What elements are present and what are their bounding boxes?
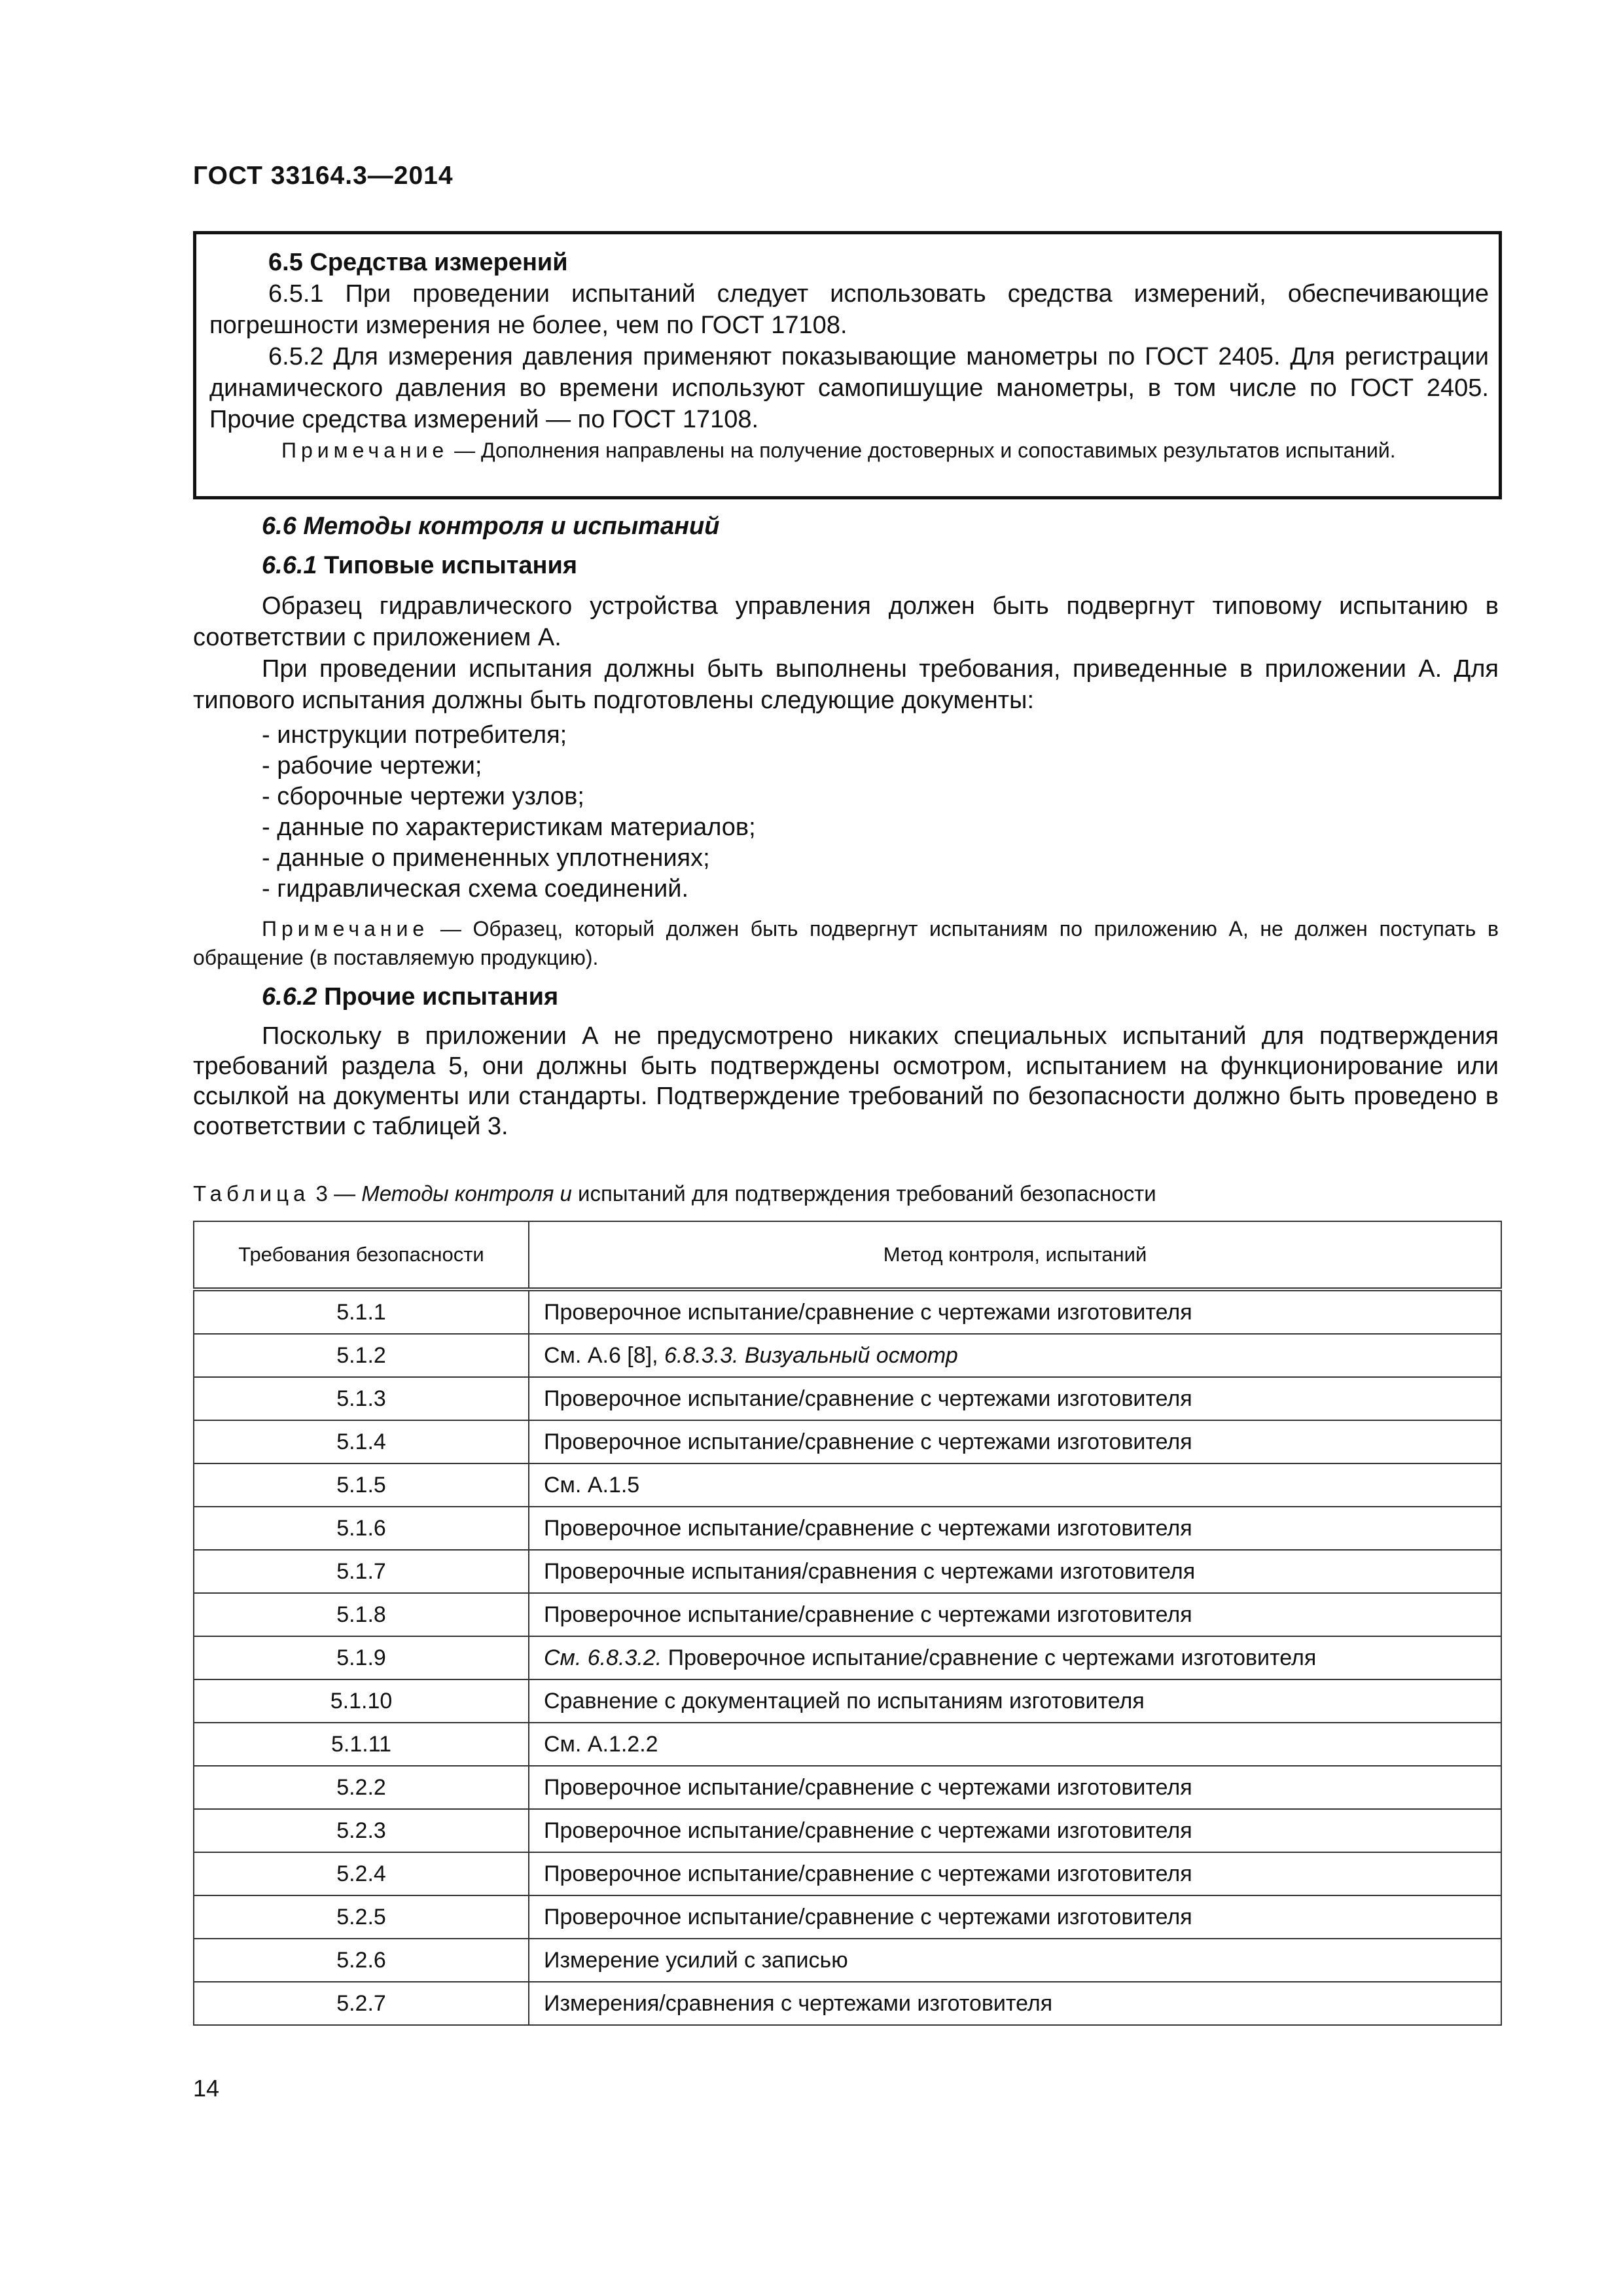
- section-number: 6.6.2: [262, 983, 317, 1011]
- section-title-text: Прочие испытания: [317, 983, 559, 1011]
- requirement-cell: 5.1.3: [194, 1377, 529, 1420]
- section-number: 6.6.1: [262, 552, 317, 579]
- note-6-6-1: [193, 914, 1499, 972]
- requirement-cell: 5.1.11: [194, 1723, 529, 1766]
- note-label: Примечание: [281, 439, 449, 462]
- table-row: [194, 1289, 1501, 1334]
- caption-label: Таблица: [193, 1181, 310, 1206]
- section-6-6-1-title: [262, 552, 577, 580]
- document-code: ГОСТ 33164.3—2014: [193, 162, 454, 190]
- method-cell: Измерения/сравнения с чертежами изготовителя: [529, 1982, 1501, 2025]
- table-row: [194, 1982, 1501, 2025]
- caption-number: 3 —: [310, 1181, 362, 1206]
- method-cell: Проверочное испытание/сравнение с чертежами изготовителя: [529, 1377, 1501, 1420]
- requirement-cell: 5.1.2: [194, 1334, 529, 1377]
- note-text: — Дополнения направлены на получение достоверных и сопоставимых результатов испытаний.: [448, 439, 1396, 462]
- list-item: - данные по характеристикам материалов;: [262, 812, 756, 843]
- table-row: [194, 1766, 1501, 1809]
- column-header-method: Метод контроля, испытаний: [529, 1221, 1501, 1289]
- method-cell: [529, 1334, 1501, 1377]
- method-cell: Проверочное испытание/сравнение с чертежами изготовителя: [529, 1507, 1501, 1550]
- requirement-cell: 5.2.7: [194, 1982, 529, 2025]
- table-row: [194, 1679, 1501, 1723]
- table-row: [194, 1809, 1501, 1852]
- requirement-cell: 5.1.9: [194, 1636, 529, 1679]
- method-cell: Измерение усилий с записью: [529, 1939, 1501, 1982]
- list-item: - данные о примененных уплотнениях;: [262, 843, 756, 874]
- page-number: 14: [193, 2075, 220, 2102]
- table-header-row: [194, 1221, 1501, 1289]
- section-title-text: Типовые испытания: [317, 552, 578, 579]
- safety-requirements-table: [193, 1221, 1502, 2026]
- table-row: [194, 1463, 1501, 1507]
- paragraph-6-5-1: 6.5.1 При проведении испытаний следует использовать средства измерений, обеспечивающие погрешности измерения не более, чем по ГОСТ 17108.: [209, 280, 1489, 339]
- document-list: [262, 720, 756, 905]
- table-row: [194, 1420, 1501, 1463]
- paragraph-6-6-1-a: Образец гидравлического устройства управления должен быть подвергнут типовому испытанию в соответствии с приложением А.: [193, 592, 1499, 651]
- requirement-cell: 5.1.4: [194, 1420, 529, 1463]
- table-row: [194, 1334, 1501, 1377]
- table-row: [194, 1550, 1501, 1593]
- caption-rest: испытаний для подтверждения требований безопасности: [571, 1181, 1156, 1206]
- paragraph-6-6-2: Поскольку в приложении А не предусмотрено никаких специальных испытаний для подтверждения требований раздела 5, они должны быть подтверждены осмотром, испытанием на функционирование или ссылкой на документы или стандарты. Подтверждение требований по безопасности должно быть проведено в соответствии с таблицей 3.: [193, 1022, 1499, 1140]
- method-cell: Проверочное испытание/сравнение с чертежами изготовителя: [529, 1289, 1501, 1334]
- method-text: Проверочное испытание/сравнение с чертежами изготовителя: [662, 1645, 1317, 1670]
- requirement-cell: 5.2.2: [194, 1766, 529, 1809]
- table-row: [194, 1895, 1501, 1939]
- method-cell: Проверочные испытания/сравнения с чертежами изготовителя: [529, 1550, 1501, 1593]
- caption-italic: Методы контроля и: [361, 1181, 572, 1206]
- method-italic-text: 6.8.3.3. Визуальный осмотр: [664, 1342, 958, 1368]
- list-item: - инструкции потребителя;: [262, 720, 756, 751]
- table-row: [194, 1593, 1501, 1636]
- method-cell: Проверочное испытание/сравнение с чертежами изготовителя: [529, 1809, 1501, 1852]
- method-cell: Сравнение с документацией по испытаниям изготовителя: [529, 1679, 1501, 1723]
- requirement-cell: 5.2.5: [194, 1895, 529, 1939]
- table-row: [194, 1723, 1501, 1766]
- method-cell: См. А.1.2.2: [529, 1723, 1501, 1766]
- table-row: [194, 1852, 1501, 1895]
- requirement-cell: 5.2.4: [194, 1852, 529, 1895]
- method-cell: См. А.1.5: [529, 1463, 1501, 1507]
- requirement-cell: 5.2.3: [194, 1809, 529, 1852]
- table-caption: [193, 1181, 1156, 1206]
- list-item: - сборочные чертежи узлов;: [262, 781, 756, 812]
- method-cell: Проверочное испытание/сравнение с чертежами изготовителя: [529, 1895, 1501, 1939]
- list-item: - рабочие чертежи;: [262, 751, 756, 781]
- list-item: - гидравлическая схема соединений.: [262, 874, 756, 905]
- requirement-cell: 5.1.6: [194, 1507, 529, 1550]
- section-6-6-title: 6.6 Методы контроля и испытаний: [262, 512, 720, 540]
- method-cell: Проверочное испытание/сравнение с чертежами изготовителя: [529, 1852, 1501, 1895]
- method-text: См. А.6 [8],: [544, 1342, 664, 1368]
- requirement-cell: 5.1.5: [194, 1463, 529, 1507]
- method-cell: [529, 1636, 1501, 1679]
- note-text: — Образец, который должен быть подвергнут испытаниям по приложению А, не должен поступать в обращение (в поставляемую продукцию).: [193, 917, 1499, 969]
- paragraph-6-6-1-b: При проведении испытания должны быть выполнены требования, приведенные в приложении А. Для типового испытания должны быть подготовлены следующие документы:: [193, 655, 1499, 714]
- requirement-cell: 5.1.7: [194, 1550, 529, 1593]
- column-header-requirements: Требования безопасности: [194, 1221, 529, 1289]
- requirement-cell: 5.2.6: [194, 1939, 529, 1982]
- method-cell: Проверочное испытание/сравнение с чертежами изготовителя: [529, 1766, 1501, 1809]
- table-row: [194, 1377, 1501, 1420]
- requirement-cell: 5.1.1: [194, 1289, 529, 1334]
- method-cell: Проверочное испытание/сравнение с чертежами изготовителя: [529, 1593, 1501, 1636]
- note-label: Примечание: [262, 917, 429, 941]
- requirement-cell: 5.1.10: [194, 1679, 529, 1723]
- section-6-6-2-title: [262, 983, 558, 1011]
- paragraph-6-5-2: 6.5.2 Для измерения давления применяют показывающие манометры по ГОСТ 2405. Для регистрации динамического давления во времени используют самопишущие манометры, в том числе по ГОСТ 2405. Прочие средства измерений — по ГОСТ 17108.: [209, 343, 1489, 433]
- boxed-insert-section: [193, 231, 1502, 499]
- table-row: [194, 1636, 1501, 1679]
- method-cell: Проверочное испытание/сравнение с чертежами изготовителя: [529, 1420, 1501, 1463]
- method-italic-text: См. 6.8.3.2.: [544, 1645, 662, 1670]
- table-row: [194, 1939, 1501, 1982]
- section-6-5-title: 6.5 Средства измерений: [268, 249, 568, 276]
- requirement-cell: 5.1.8: [194, 1593, 529, 1636]
- table-row: [194, 1507, 1501, 1550]
- table-body: [194, 1289, 1501, 2025]
- boxed-note: [209, 436, 1489, 465]
